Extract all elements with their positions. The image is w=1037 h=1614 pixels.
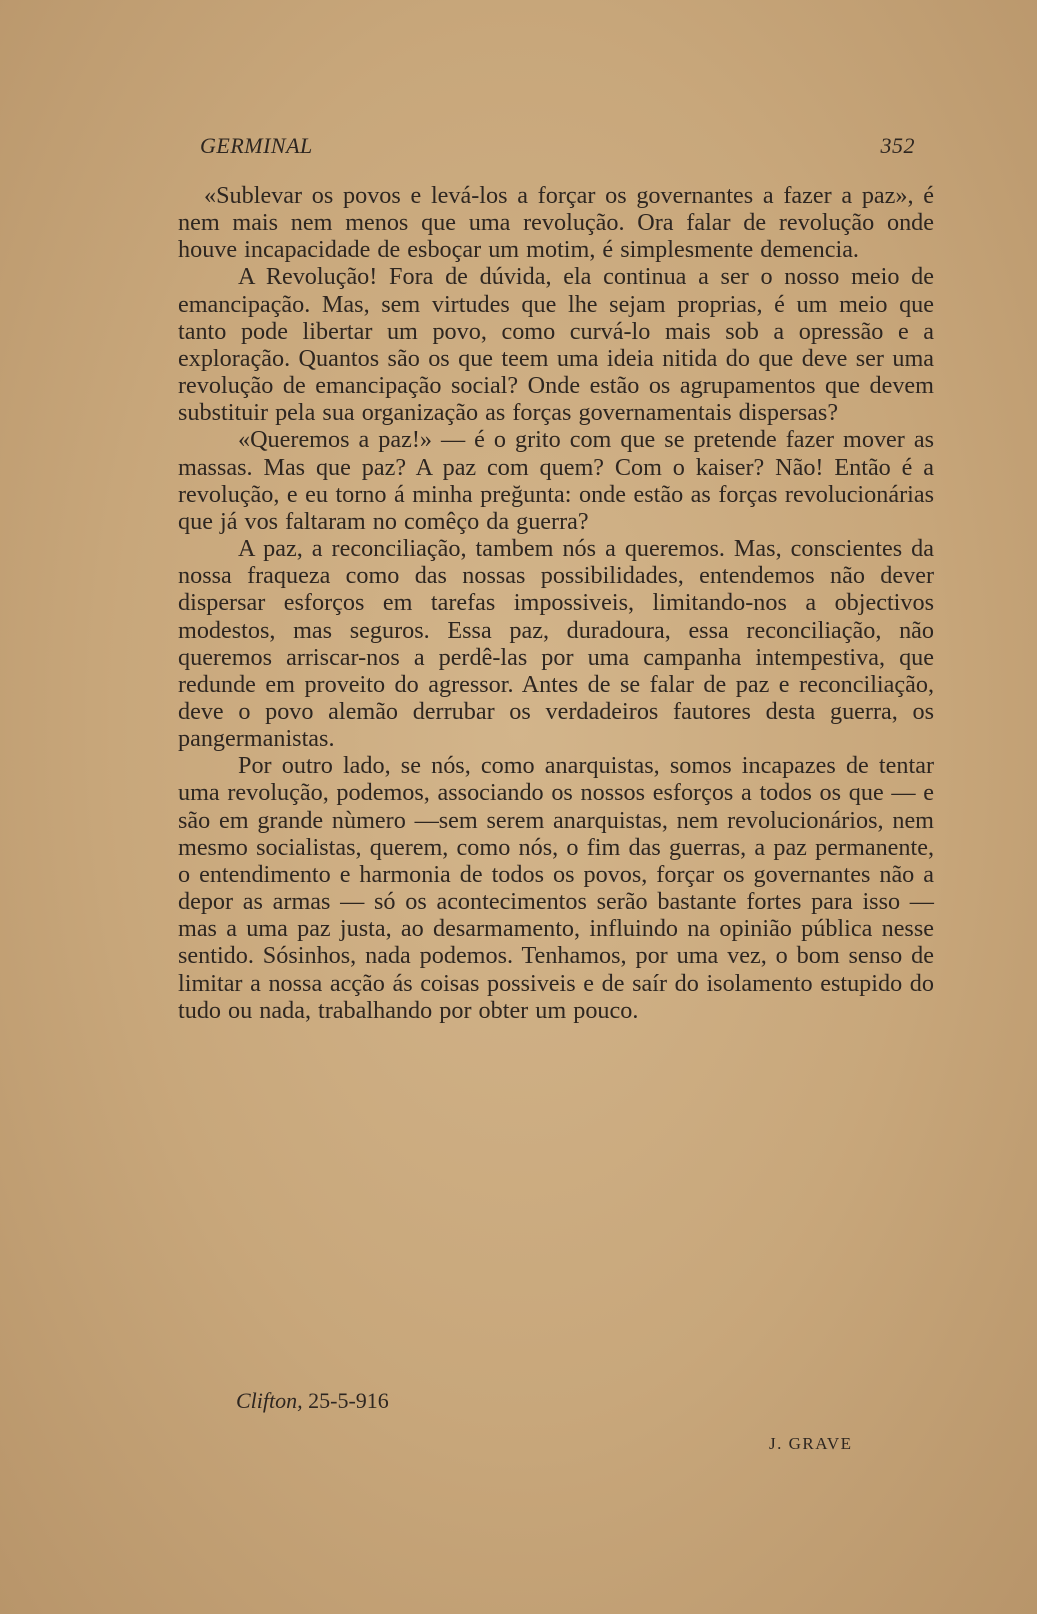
paragraph-3: «Queremos a paz!» — é o grito com que se pretende fazer mover as massas. Mas que paz? A paz com quem? Com o kaiser? Não! Então é a revolução, e eu torno á minha preğunta: onde estão as forças revolucionárias que já vos faltaram no comêço da guerra? [178,426,934,535]
paragraph-4: A paz, a reconciliação, tambem nós a queremos. Mas, conscientes da nossa fraqueza como das nossas possibilidades, entendemos não dever dispersar esforços em tarefas impossiveis, limitando-nos a objectivos modestos, mas seguros. Essa paz, duradoura, essa reconciliação, não queremos arriscar-nos a perdê-las por uma campanha intempestiva, que redunde em proveito do agressor. Antes de se falar de paz e reconciliação, deve o povo alemão derrubar os verdadeiros fautores desta guerra, os pangermanistas. [178,535,934,753]
journal-title: GERMINAL [200,133,313,158]
running-head [200,133,915,165]
paragraph-5: Por outro lado, se nós, como anarquistas, somos incapazes de tentar uma revolução, podemos, associando os nossos esforços a todos os que — e são em grande nùmero —sem serem anarquistas, nem revolucionários, nem mesmo socialistas, querem, como nós, o fim das guerras, a paz permanente, o entendimento e harmonia de todos os povos, forçar os governantes não a depor as armas — só os acontecimentos serão bastante fortes para isso — mas a uma paz justa, ao desarmamento, influindo na opinião pública nesse sentido. Sósinhos, nada podemos. Tenhamos, por uma vez, o bom senso de limitar a nossa acção ás coisas possiveis e de saír do isolamento estupido do tudo ou nada, trabalhando por obter um pouco. [178,752,934,1024]
dateline [236,1388,389,1414]
dateline-place: Clifton, [236,1388,303,1413]
paragraph-2: A Revolução! Fora de dúvida, ela continua a ser o nosso meio de emancipação. Mas, sem virtudes que lhe sejam proprias, é um meio que tanto pode libertar um povo, como curvá-lo mais sob a opressão e a exploração. Quantos são os que teem uma ideia nitida do que deve ser uma revolução de emancipação social? Onde estão os agrupamentos que devem substituir pela sua organização as forças governamentais dispersas? [178,263,934,427]
author-signature: J. GRAVE [769,1434,853,1453]
dateline-date: 25-5-916 [308,1388,389,1413]
paragraph-1: «Sublevar os povos e levá-los a forçar os governantes a fazer a paz», é nem mais nem menos que uma revolução. Ora falar de revolução onde houve incapacidade de esboçar um motim, é simplesmente demencia. [178,182,934,264]
page-number: 352 [880,133,915,158]
article-body [178,182,934,1024]
